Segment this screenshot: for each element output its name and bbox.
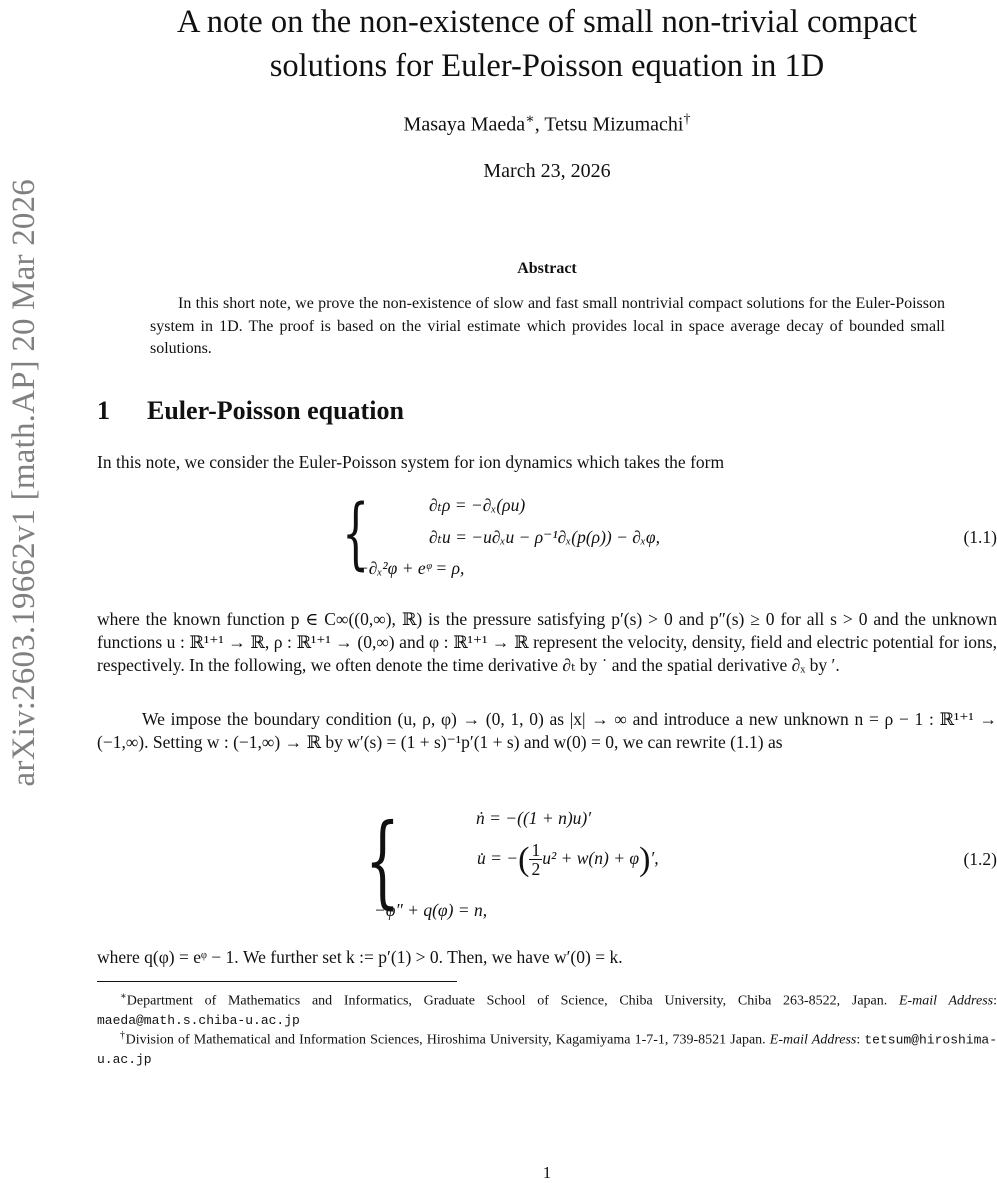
equation-1-2 bbox=[97, 797, 997, 925]
section-title: Euler-Poisson equation bbox=[147, 396, 404, 425]
equation-1-2-right-paren: ) bbox=[639, 841, 651, 878]
footnote-2-text: Division of Mathematical and Information Sciences, Hiroshima University, Kagamiyama 1-7-1, 739-8521 Japan. bbox=[125, 1032, 766, 1048]
footnote-rule bbox=[97, 981, 457, 982]
footnote-1-email-label: E-mail Address bbox=[898, 993, 994, 1009]
abstract-text: In this short note, we prove the non-existence of slow and fast small nontrivial compact solutions for the Euler-Poisson system in 1D. The proof is based on the virial estimate which provides local in space average decay of bounded small solutions. bbox=[150, 295, 945, 357]
abstract-heading: Abstract bbox=[517, 260, 577, 277]
footnote-1-text: Department of Mathematics and Informatics, Graduate School of Science, Chiba University, Chiba 263-8522, Japan. bbox=[126, 993, 888, 1009]
footnote-1: ∗Department of Mathematics and Informatics, Graduate School of Science, Chiba University, Chiba 263-8522, Japan. E-mail Address: maeda@math.s.chiba-u.ac.jp bbox=[97, 991, 997, 1028]
equation-1-2-line-2-end: ′, bbox=[650, 848, 659, 868]
paragraph-definitions: where the known function p ∈ C∞((0,∞), ℝ) is the pressure satisfying p′(s) > 0 and p″(s) ≥ 0 for all s > 0 and the unknown functions u : ℝ¹⁺¹ → ℝ, ρ : ℝ¹⁺¹ → (0,∞) and φ : ℝ¹⁺¹ → ℝ represent the velocity, density, field and electric potential for ions, respectively. In the following, we often denote the time derivative ∂ₜ by ˙ and the spatial derivative ∂ₓ by ′. bbox=[97, 609, 997, 675]
author-2-footnote-mark: † bbox=[683, 112, 691, 127]
title-line-2: solutions for Euler-Poisson equation in 1D bbox=[269, 48, 825, 84]
equation-1-1-line-1: ∂ₜρ = −∂ₓ(ρu) bbox=[429, 495, 526, 515]
equation-1-2-line-2-suffix: u² + w(n) + φ bbox=[542, 848, 640, 868]
author-name-2: Tetsu Mizumachi bbox=[544, 113, 684, 136]
equation-1-1-line-2: ∂ₜu = −u∂ₓu − ρ⁻¹∂ₓ(p(ρ)) − ∂ₓφ, bbox=[429, 527, 660, 547]
footnote-2-email[interactable]: tetsum@hiroshima-u.ac.jp bbox=[97, 1032, 997, 1067]
equation-1-2-line-3: −φ″ + q(φ) = n, bbox=[374, 900, 488, 920]
equation-1-2-fraction bbox=[529, 841, 542, 878]
fraction-numerator: 1 bbox=[531, 840, 541, 861]
title-line-1: A note on the non-existence of small non-trivial compact bbox=[176, 4, 918, 40]
equation-1-1-number: (1.1) bbox=[963, 527, 997, 547]
equation-1-1 bbox=[97, 487, 997, 587]
equation-1-1-brace: { bbox=[342, 489, 370, 579]
author-list: Masaya Maeda∗, Tetsu Mizumachi† bbox=[403, 112, 691, 136]
publication-date: March 23, 2026 bbox=[483, 160, 611, 182]
equation-1-2-line-2 bbox=[477, 841, 659, 879]
page-number: 1 bbox=[542, 1163, 552, 1182]
section-heading bbox=[97, 396, 404, 426]
equation-1-2-left-paren: ( bbox=[518, 841, 530, 878]
footnote-1-email[interactable]: maeda@math.s.chiba-u.ac.jp bbox=[97, 1012, 300, 1028]
arxiv-identifier-stamp bbox=[2, 96, 46, 870]
equation-1-2-brace: { bbox=[365, 802, 400, 919]
footnote-1-mark: ∗ bbox=[120, 991, 127, 1002]
author-name-1: Masaya Maeda bbox=[403, 113, 526, 136]
paper-title bbox=[97, 0, 997, 88]
equation-1-2-number: (1.2) bbox=[963, 849, 997, 869]
paragraph-boundary-condition: We impose the boundary condition (u, ρ, φ) → (0, 1, 0) as |x| → ∞ and introduce a new unknown n = ρ − 1 : ℝ¹⁺¹ → (−1,∞). Setting w : (−1,∞) → ℝ by w′(s) = (1 + s)⁻¹p′(1 + s) and w(0) = 0, we can rewrite (1.1) as bbox=[97, 709, 997, 752]
equation-1-2-line-1: ṅ = −((1 + n)u)′ bbox=[476, 808, 592, 828]
section-number: 1 bbox=[97, 396, 110, 425]
paragraph-q-definition: where q(φ) = eᵠ − 1. We further set k := p′(1) > 0. Then, we have w′(0) = k. bbox=[97, 947, 623, 967]
author-1-footnote-mark: ∗ bbox=[525, 112, 535, 127]
footnote-2: †Division of Mathematical and Information Sciences, Hiroshima University, Kagamiyama 1-7-1, 739-8521 Japan. E-mail Address: tetsum@hiroshima-u.ac.jp bbox=[97, 1030, 997, 1067]
fraction-denominator: 2 bbox=[531, 859, 541, 880]
arxiv-identifier-text: arXiv:2603.19662v1 [math.AP] 20 Mar 2026 bbox=[5, 179, 42, 787]
equation-1-2-line-2-prefix: u̇ = − bbox=[477, 848, 519, 868]
footnote-2-email-label: E-mail Address bbox=[769, 1032, 857, 1048]
equation-1-1-line-3: −∂ₓ²φ + eᵠ = ρ, bbox=[357, 558, 465, 578]
footnote-2-mark: † bbox=[120, 1030, 126, 1041]
paragraph-intro: In this note, we consider the Euler-Poisson system for ion dynamics which takes the form bbox=[97, 452, 725, 472]
